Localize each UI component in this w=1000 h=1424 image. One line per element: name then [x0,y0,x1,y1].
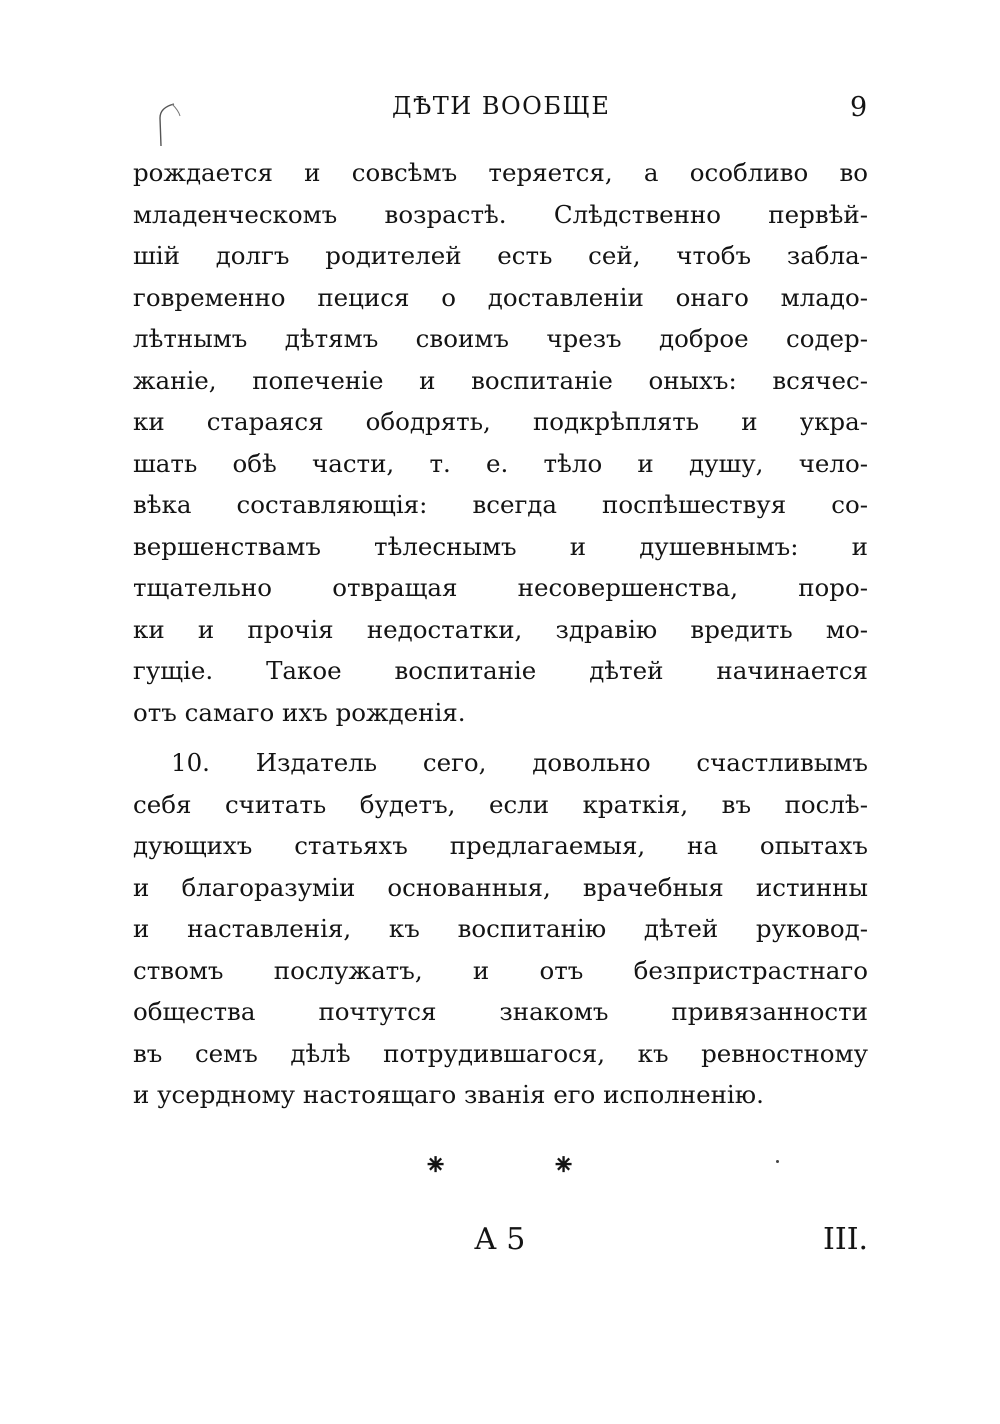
paragraph-10 [133,742,868,1116]
section-ornament [0,1148,1000,1188]
text-line: жаніе, попеченіе и воспитаніе оныхъ: всячес- [133,365,868,395]
page-number: 9 [850,92,868,123]
paragraph-continuation [133,152,868,733]
text-line: рождается и совсѣмъ теряется, а особливо во [133,158,868,187]
text-line: дующихъ статьяхъ предлагаемыя, на опытахъ [133,831,868,860]
print-speck [776,1160,779,1163]
text-line: и наставленія, къ воспитанію дѣтей руковод- [133,914,868,943]
text-line: себя считать будетъ, если краткія, въ послѣ- [133,789,868,819]
text-line: ки стараяся ободрять, подкрѣплять и укра- [133,407,868,436]
asterisk-ornament-icon: ⁕ [423,1148,449,1183]
running-head [0,92,1000,132]
text-line: гущіе. Такое воспитаніе дѣтей начинается [133,656,868,685]
text-line: шій долгъ родителей есть сей, чтобъ забла- [133,241,868,270]
text-line: ки и прочія недостатки, здравію вредить мо- [133,614,868,644]
text-line: вѣка составляющія: всегда поспѣшествуя со- [133,490,868,519]
text-line: и усердному настоящаго званія его исполненію. [133,1080,764,1109]
text-line: отъ самаго ихъ рожденія. [133,697,466,727]
text-line: общества почтутся знакомъ привязанности [133,997,868,1026]
text-line: 10. Издатель сего, довольно счастливымъ [171,748,868,777]
body-text [133,152,868,1116]
catchword: III. [823,1222,869,1257]
text-line: лѣтнымъ дѣтямъ своимъ чрезъ доброе содер- [133,324,868,353]
text-line: въ семъ дѣлѣ потрудившагося, къ ревностному [133,1038,868,1068]
asterisk-ornament-icon: ⁕ [551,1148,577,1183]
text-line: ствомъ послужатъ, и отъ безпристрастнаго [133,955,868,985]
signature-mark: А 5 [474,1222,526,1257]
text-line: младенческомъ возрастѣ. Слѣдственно первѣй- [133,199,868,229]
running-title: ДѢТИ ВООБЩЕ [392,92,611,120]
text-line: тщательно отвращая несовершенства, поро- [133,573,868,602]
text-line: и благоразуміи основанныя, врачебныя истинны [133,872,868,902]
text-line: говременно пецися о доставленіи онаго младо- [133,282,868,312]
text-line: вершенствамъ тѣлеснымъ и душевнымъ: и [133,531,868,561]
text-line: шать обѣ части, т. е. тѣло и душу, чело- [133,448,868,478]
